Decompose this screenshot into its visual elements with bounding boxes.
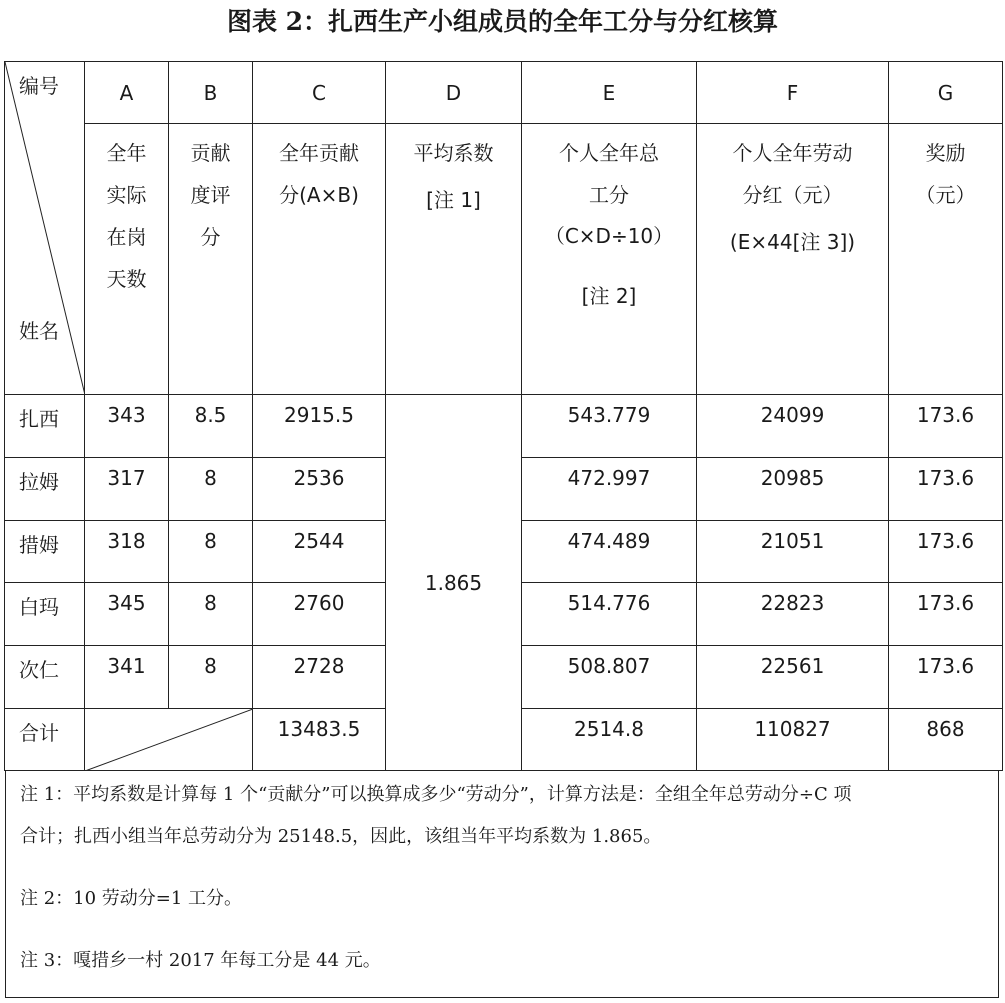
cell-reward: 173.6 <box>889 583 1003 646</box>
header-formula: (E×44[注 3]) <box>729 230 856 254</box>
cell-days: 341 <box>85 646 169 709</box>
header-line: 全年贡献 <box>279 141 359 165</box>
cell-rating: 8.5 <box>169 395 253 458</box>
cell-contribution: 2760 <box>253 583 386 646</box>
header-line: 在岗 <box>106 225 147 249</box>
member-name: 措姆 <box>5 521 85 583</box>
cell-contribution: 2915.5 <box>253 395 386 458</box>
header-line: 实际 <box>106 183 147 207</box>
header-line: 全年 <box>106 141 147 165</box>
column-letter-f: F <box>697 62 889 124</box>
cell-workpoints: 472.997 <box>522 458 697 521</box>
cell-days: 317 <box>85 458 169 521</box>
cell-workpoints: 514.776 <box>522 583 697 646</box>
header-note-ref: [注 1] <box>426 188 481 212</box>
cell-workpoints: 508.807 <box>522 646 697 709</box>
cell-rating: 8 <box>169 646 253 709</box>
header-number-label: 编号 <box>19 74 59 98</box>
table-row <box>5 395 1003 458</box>
column-letter-c: C <box>253 62 386 124</box>
cell-rating: 8 <box>169 583 253 646</box>
header-formula: （C×D÷10） <box>544 224 674 248</box>
column-header-e <box>522 124 697 395</box>
member-name: 次仁 <box>5 646 85 709</box>
note-1: 注 1：平均系数是计算每 1 个“贡献分”可以换算成多少“劳动分”，计算方法是：全组全年总劳动分÷C 项 <box>20 784 852 805</box>
total-label: 合计 <box>5 709 85 771</box>
table-title: 图表 2：扎西生产小组成员的全年工分与分红核算 <box>226 7 779 36</box>
column-header-b <box>169 124 253 395</box>
note-3: 注 3：嘎措乡一村 2017 年每工分是 44 元。 <box>20 950 381 971</box>
header-line: 个人全年总 <box>559 141 659 165</box>
column-header-c <box>253 124 386 395</box>
column-letter-d: D <box>386 62 522 124</box>
column-letter-a: A <box>85 62 169 124</box>
header-line: 个人全年劳动 <box>732 141 853 165</box>
note-1-continued: 合计；扎西小组当年总劳动分为 25148.5，因此，该组当年平均系数为 1.865。 <box>20 826 662 847</box>
header-corner-cell <box>5 62 85 395</box>
total-dividend: 110827 <box>697 709 889 771</box>
header-line: 天数 <box>106 267 147 291</box>
total-reward: 868 <box>889 709 1003 771</box>
column-header-a <box>85 124 169 395</box>
header-name-label: 姓名 <box>19 319 59 343</box>
cell-dividend: 21051 <box>697 521 889 583</box>
header-line: 分红（元） <box>742 183 843 207</box>
header-line: （元） <box>915 183 976 207</box>
header-line: 分(A×B) <box>279 183 359 207</box>
member-name: 拉姆 <box>5 458 85 521</box>
header-line: 分 <box>200 225 221 249</box>
cell-reward: 173.6 <box>889 458 1003 521</box>
total-contribution: 13483.5 <box>253 709 386 771</box>
corner-diagonal-line <box>5 62 85 395</box>
total-workpoints: 2514.8 <box>522 709 697 771</box>
header-line: 度评 <box>190 183 231 207</box>
cell-days: 343 <box>85 395 169 458</box>
column-letter-e: E <box>522 62 697 124</box>
cell-rating: 8 <box>169 521 253 583</box>
header-line: 奖励 <box>925 141 966 165</box>
column-letter-g: G <box>889 62 1003 124</box>
column-header-f <box>697 124 889 395</box>
cell-dividend: 22823 <box>697 583 889 646</box>
header-note-ref: [注 2] <box>581 284 637 308</box>
total-diagonal-line <box>85 709 253 771</box>
notes-box <box>5 770 999 998</box>
column-header-d <box>386 124 522 395</box>
member-name: 扎西 <box>5 395 85 458</box>
workpoints-table <box>4 61 1003 771</box>
header-line: 平均系数 <box>413 141 494 165</box>
cell-dividend: 24099 <box>697 395 889 458</box>
member-name: 白玛 <box>5 583 85 646</box>
total-empty-cell <box>85 709 253 771</box>
cell-contribution: 2536 <box>253 458 386 521</box>
cell-contribution: 2544 <box>253 521 386 583</box>
cell-days: 318 <box>85 521 169 583</box>
cell-reward: 173.6 <box>889 521 1003 583</box>
cell-contribution: 2728 <box>253 646 386 709</box>
cell-workpoints: 474.489 <box>522 521 697 583</box>
cell-rating: 8 <box>169 458 253 521</box>
cell-workpoints: 543.779 <box>522 395 697 458</box>
cell-days: 345 <box>85 583 169 646</box>
header-line: 贡献 <box>190 141 231 165</box>
cell-dividend: 20985 <box>697 458 889 521</box>
cell-dividend: 22561 <box>697 646 889 709</box>
header-line: 工分 <box>589 183 629 207</box>
column-header-g <box>889 124 1003 395</box>
cell-reward: 173.6 <box>889 646 1003 709</box>
cell-reward: 173.6 <box>889 395 1003 458</box>
cell-average-coefficient: 1.865 <box>386 395 522 771</box>
note-2: 注 2：10 劳动分=1 工分。 <box>20 888 243 909</box>
column-letter-b: B <box>169 62 253 124</box>
